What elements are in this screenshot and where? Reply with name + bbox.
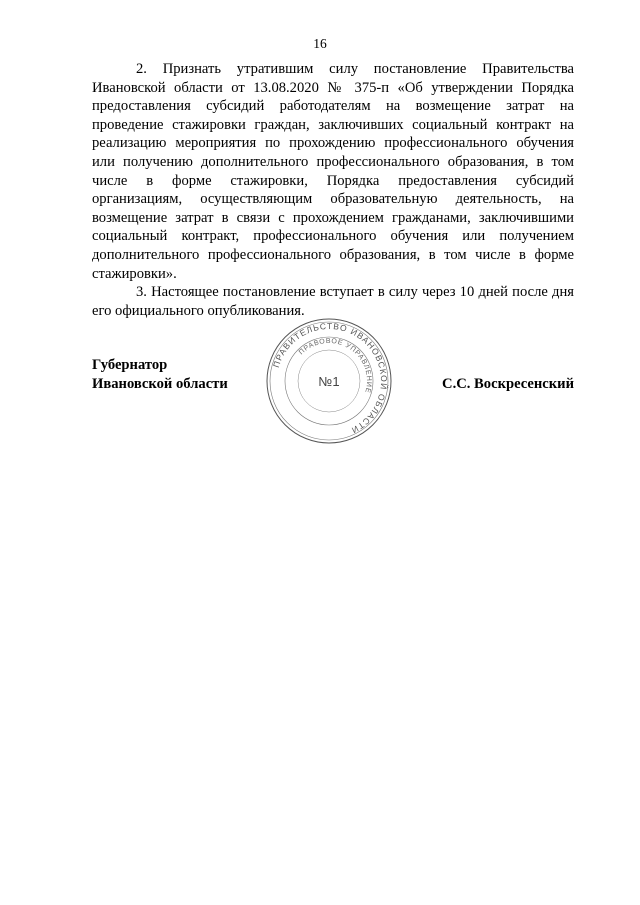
signatory-name: С.С. Воскресенский [442, 376, 574, 392]
seal-number: №1 [318, 374, 340, 389]
page-number: 16 [313, 36, 327, 51]
paragraph-3: 3. Настоящее постановление вступает в силу через 10 дней после дня его официального опубликования. [92, 284, 574, 319]
document-body [92, 60, 574, 320]
seal-outer-text: ПРАВИТЕЛЬСТВО ИВАНОВСКОЙ ОБЛАСТИ [270, 320, 390, 436]
signatory-position-line1: Губернатор [92, 357, 168, 373]
paragraph-2: 2. Признать утратившим силу постановление Правительства Ивановской области от 13.08.2020 № 375-п «Об утверждении Порядка предоставления субсидий работодателям на возмещение затрат на проведение стажировки граждан, заключивших социальный контракт на реализацию мероприятия по прохождению профессионального обучения или получению дополнительного профессионального образования, в том числе в форме стажировки, Порядка предоставления субсидий организациям, осуществляющим образовательную деятельность, на возмещение затрат в связи с прохождением гражданами, заключившими социальный контракт, профессионального обучения или получением дополнительного профессионального образования, в том числе в форме стажировки». [92, 61, 574, 282]
seal-inner-text: ПРАВОВОЕ УПРАВЛЕНИЕ [297, 337, 373, 395]
signatory-position-line2: Ивановской области [92, 376, 228, 392]
official-seal [264, 316, 394, 446]
signatory-position [92, 356, 228, 394]
